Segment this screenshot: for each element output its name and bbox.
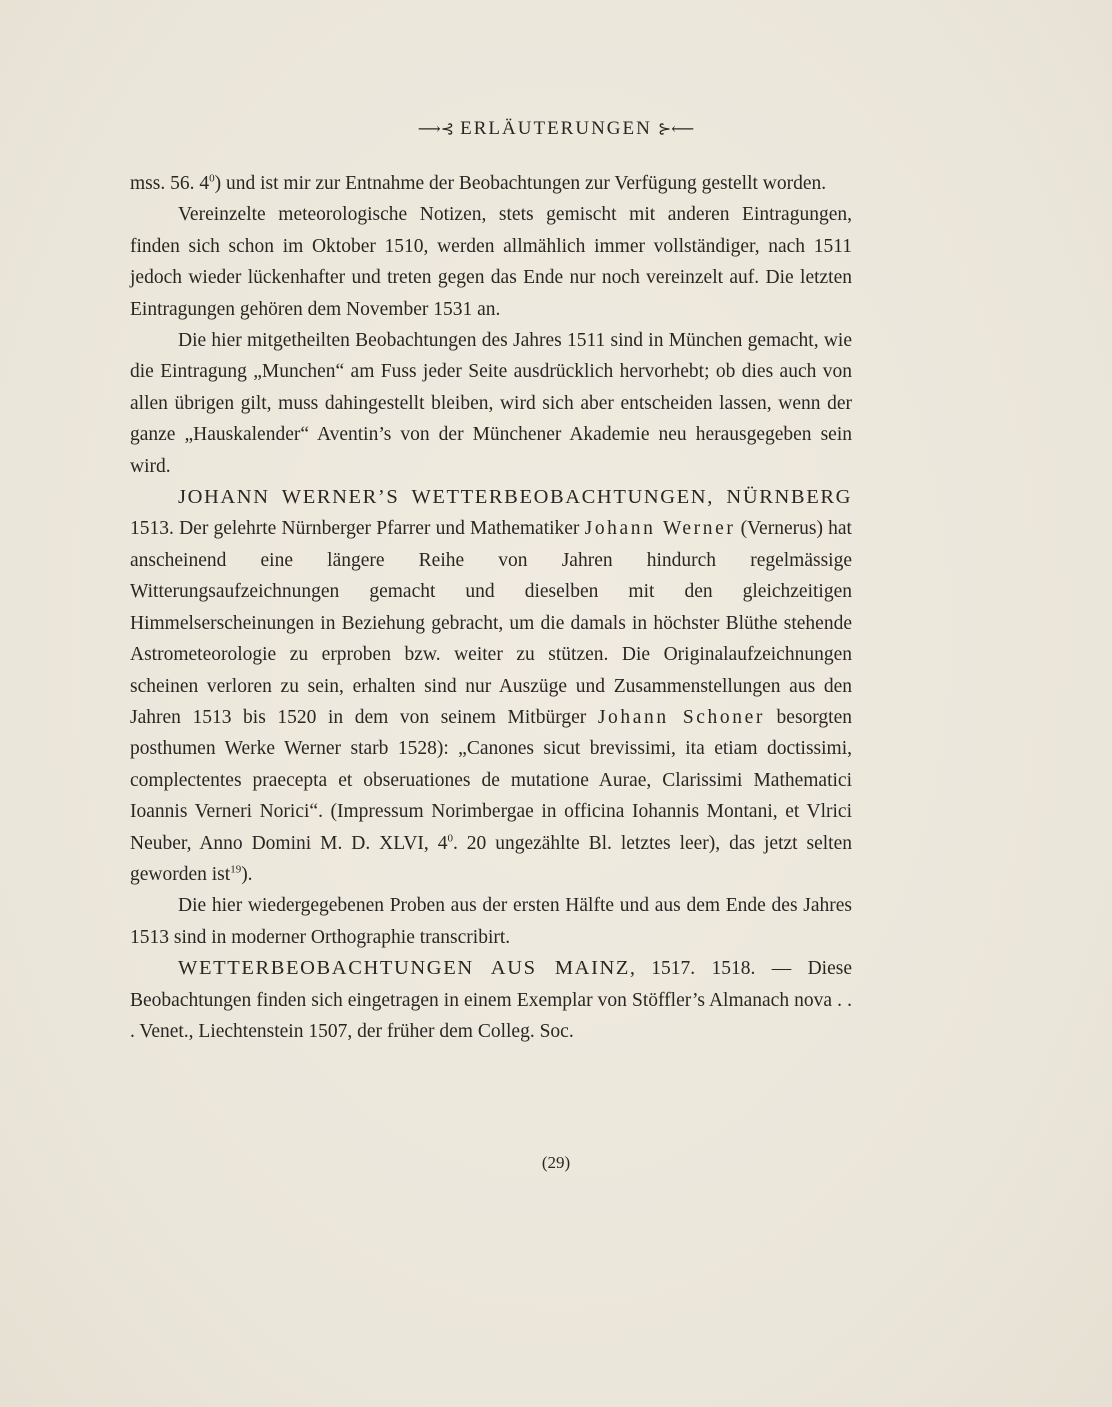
ornament-right-icon: ⊱⟵ <box>657 121 695 138</box>
p6-text-a: , 1517. 1518. — Diese Beobachtungen finden sich eingetragen in einem Exemplar von Stöffler’s Almanach nova . . . Venet., Liechtenstein 1507, der früher dem Colleg. Soc. <box>130 958 853 1042</box>
p1-superscript: 0 <box>209 172 215 185</box>
section-heading-werner: JOHANN WERNER’S WETTERBEOBACHTUNGEN, NÜRNBERG <box>178 486 852 509</box>
p4-superscript-1: 0 <box>447 832 453 845</box>
name-johann-werner: Johann Werner <box>584 518 736 540</box>
p4-text-b: (Vernerus) hat anscheinend eine längere Reihe von Jahren hindurch regelmässige Witterungsaufzeichnungen gemacht und dieselben mit den gleichzeitigen Himmelserscheinungen in Beziehung gebracht, um die damals in höchster Blüthe stehende Astrometeorologie zu erproben bzw. weiter zu stützen. Die Originalaufzeichnungen scheinen verloren zu sein, erhalten sind nur Auszüge und Zusammenstellungen aus den Jahren 1513 bis 1520 in dem von seinem Mitbürger <box>130 518 852 728</box>
running-header <box>0 118 1112 140</box>
p1-text-a: mss. 56. 4 <box>130 173 210 194</box>
paragraph-4 <box>130 482 852 890</box>
name-johann-schoner: Johann Schoner <box>597 706 765 728</box>
p1-text-b: ) und ist mir zur Entnahme der Beobachtungen zur Verfügung gestellt worden. <box>214 173 827 194</box>
ornament-left-icon: ⟶⊰ <box>417 121 455 138</box>
p4-text-d: . 20 ungezählte Bl. letztes leer), das jetzt selten geworden ist <box>130 832 852 885</box>
paragraph-6 <box>130 953 852 1047</box>
p4-text-a: 1513. Der gelehrte Nürnberger Pfarrer und Mathematiker <box>130 518 585 540</box>
header-title: ERLÄUTERUNGEN <box>460 118 652 139</box>
page-number: (29) <box>541 1153 571 1172</box>
paragraph-3: Die hier mitgetheilten Beobachtungen des Jahres 1511 sind in München gemacht, wie die Eintragung „Munchen“ am Fuss jeder Seite ausdrücklich hervorhebt; ob dies auch von allen übrigen gilt, muss dahingestellt bleiben, wird sich aber entscheiden lassen, wenn der ganze „Hauskalender“ Aventin’s von der Münchener Akademie neu herausgegeben sein wird. <box>130 330 852 477</box>
paragraph-5: Die hier wiedergegebenen Proben aus der ersten Hälfte und aus dem Ende des Jahres 1513 sind in moderner Orthographie transcribirt. <box>130 895 852 948</box>
paragraph-2: Vereinzelte meteorologische Notizen, stets gemischt mit anderen Eintragungen, finden sich schon im Oktober 1510, werden allmählich immer vollständiger, nach 1511 jedoch wieder lückenhafter und treten gegen das Ende nur noch vereinzelt auf. Die letzten Eintragungen gehören dem November 1531 an. <box>130 204 852 320</box>
p4-text-c: besorgten posthumen Werke Werner starb 1528): „Canones sicut brevissimi, ita etiam doctissimi, complectentes praecepta et obseruationes de mutatione Aurae, Clarissimi Mathematici Ioannis Verneri Norici“. (Impressum Norimbergae in officina Iohannis Montani, et Vlrici Neuber, Anno Domini M. D. XLVI, 4 <box>130 706 852 854</box>
section-heading-mainz: WETTERBEOBACHTUNGEN AUS MAINZ <box>178 957 631 980</box>
paragraph-1 <box>130 168 852 199</box>
body-text <box>130 168 852 1047</box>
footnote-ref-19: 19 <box>230 863 242 876</box>
p4-text-e: ). <box>241 863 253 885</box>
